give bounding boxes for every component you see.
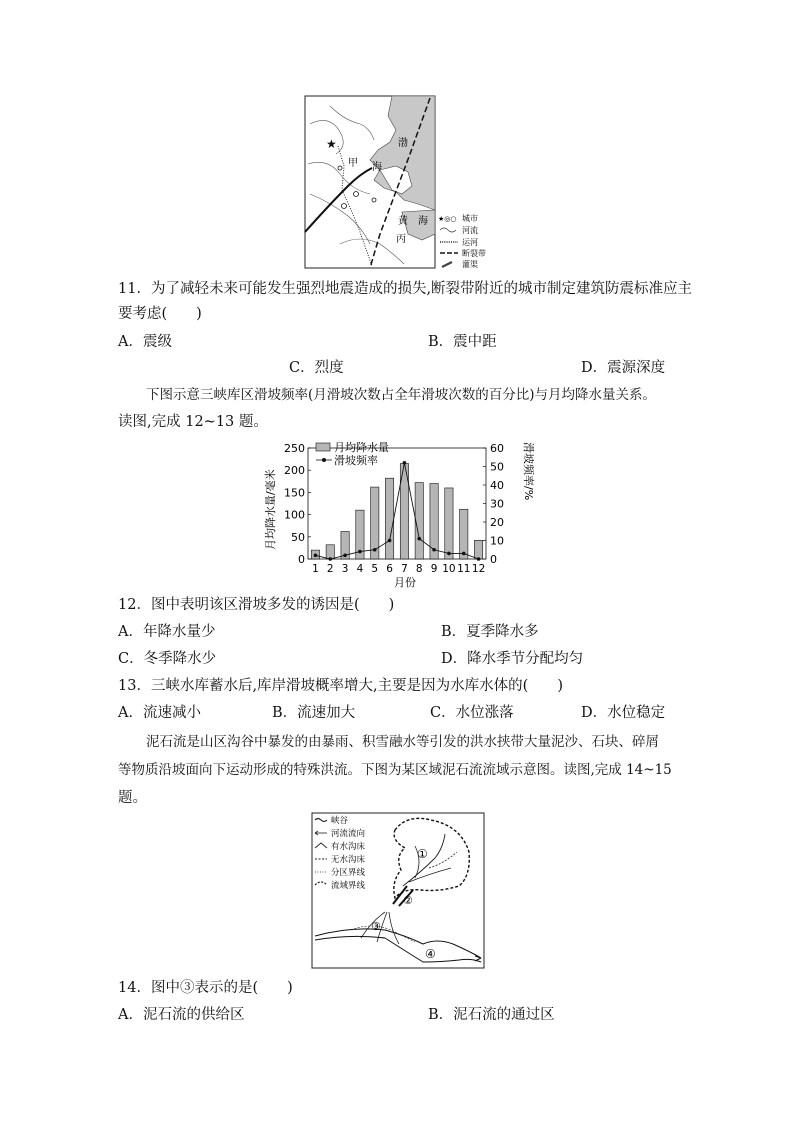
q13-option-c: C．水位涨落 — [430, 705, 514, 721]
q14-stem: 14．图中③表示的是( ) — [118, 980, 293, 996]
bar-month-8 — [415, 483, 423, 559]
svg-text:有水沟床: 有水沟床 — [331, 842, 366, 852]
label-huanghai-2: 海 — [418, 216, 428, 227]
q14-option-b: B．泥石流的通过区 — [428, 1007, 555, 1023]
ytick-right-label: 20 — [490, 516, 504, 529]
ytick-right-label: 60 — [490, 442, 504, 455]
xtick-label: 7 — [401, 563, 408, 575]
xtick-label: 6 — [386, 563, 393, 575]
q13-option-b: B．流速加大 — [272, 705, 356, 721]
landslide-point-9 — [432, 548, 436, 552]
ytick-right-label: 10 — [490, 534, 504, 548]
zone-3-label: ③ — [371, 920, 381, 933]
bar-month-6 — [385, 478, 393, 559]
ytick-left-label: 50 — [291, 530, 305, 544]
xlabel: 月份 — [394, 576, 416, 588]
xtick-label: 2 — [326, 563, 334, 575]
legend-line-marker — [322, 458, 326, 462]
q11-option-c: C．烈度 — [289, 360, 344, 376]
xtick-label: 3 — [341, 563, 349, 575]
intro-14-15-line1: 泥石流是山区沟谷中暴发的由暴雨、积雪融水等引发的洪水挟带大量泥沙、石块、碎屑 — [146, 734, 659, 750]
bar-month-10 — [445, 488, 453, 559]
landslide-point-8 — [417, 537, 421, 541]
q11-option-d: D．震源深度 — [581, 360, 666, 376]
legend-bar-swatch — [316, 443, 330, 451]
ytick-left-label: 100 — [284, 508, 305, 522]
intro-14-15-line3: 题。 — [118, 790, 147, 806]
ytick-left-label: 250 — [284, 442, 305, 455]
landslide-point-12 — [477, 557, 481, 561]
zone-2-label: ② — [403, 894, 413, 907]
landslide-point-2 — [328, 557, 332, 561]
q12-option-c: C．冬季降水少 — [118, 651, 217, 667]
ytick-right-label: 40 — [490, 479, 504, 492]
xtick-label: 1 — [312, 563, 319, 575]
landslide-point-6 — [388, 539, 392, 543]
svg-text:无水沟床: 无水沟床 — [331, 855, 366, 865]
ytick-right-label: 50 — [490, 460, 504, 474]
xtick-label: 9 — [430, 563, 438, 575]
q11-stem-line2: 要考虑( ) — [118, 306, 202, 322]
q13-stem: 13．三峡水库蓄水后,库岸滑坡概率增大,主要是因为水库水体的( ) — [118, 678, 563, 694]
bar-month-2 — [326, 545, 334, 559]
ylabel-right: 滑坡频率/% — [522, 442, 535, 501]
zone-1-label: ① — [417, 847, 428, 861]
xtick-label: 10 — [442, 563, 456, 575]
north-china-fault-map — [300, 94, 500, 272]
svg-text:★◎○: ★◎○ — [438, 215, 457, 223]
svg-text:运河: 运河 — [462, 238, 478, 247]
xtick-label: 4 — [356, 563, 364, 575]
svg-text:城市: 城市 — [462, 214, 478, 223]
q11-option-a: A．震级 — [118, 334, 172, 350]
zone-4-label: ④ — [425, 947, 436, 961]
landslide-point-4 — [358, 550, 362, 554]
landslide-line — [315, 463, 478, 559]
landslide-point-10 — [447, 552, 451, 556]
svg-text:流域界线: 流域界线 — [331, 881, 366, 891]
label-bohai-2: 海 — [372, 162, 382, 173]
svg-text:河流: 河流 — [462, 226, 478, 235]
label-jia: 甲 — [348, 158, 358, 169]
q12-stem: 12．图中表明该区滑坡多发的诱因是( ) — [118, 597, 395, 613]
capital-star-icon: ★ — [326, 137, 337, 151]
landslide-point-5 — [373, 548, 377, 552]
debris-flow-basin-diagram — [311, 812, 486, 970]
svg-text:河流流向: 河流流向 — [331, 829, 366, 839]
ylabel-left: 月均降水量/毫米 — [264, 469, 277, 550]
bar-month-11 — [460, 509, 468, 559]
map1-legend — [438, 213, 486, 269]
intro-14-15-line2: 等物质沿坡面向下运动形成的特殊洪流。下图为某区域泥石流流域示意图。读图,完成 14~15 — [118, 762, 672, 778]
svg-text:灌渠: 灌渠 — [462, 260, 478, 269]
chart-legend — [316, 440, 389, 467]
xtick-label: 11 — [457, 563, 471, 575]
legend-label-landslide: 滑坡频率 — [334, 454, 378, 467]
label-bohai-1: 渤 — [398, 138, 408, 149]
landslide-point-11 — [462, 552, 466, 556]
intro-12-13-line1: 下图示意三峡库区滑坡频率(月滑坡次数占全年滑坡次数的百分比)与月均降水量关系。 — [146, 387, 657, 403]
ytick-right-label: 30 — [490, 497, 504, 511]
landslide-precipitation-chart — [262, 438, 542, 588]
bar-month-12 — [474, 540, 482, 559]
q13-option-d: D．水位稳定 — [581, 705, 666, 721]
svg-text:峡谷: 峡谷 — [331, 816, 349, 826]
svg-text:断裂带: 断裂带 — [462, 249, 486, 258]
landslide-point-7 — [403, 461, 407, 465]
ytick-right-label: 0 — [490, 553, 497, 566]
q13-option-a: A．流速减小 — [118, 705, 201, 721]
q12-option-d: D．降水季节分配均匀 — [441, 651, 584, 667]
landslide-point-1 — [314, 554, 318, 558]
xtick-label: 12 — [471, 563, 486, 575]
label-bing: 丙 — [396, 234, 406, 245]
landslide-point-3 — [343, 554, 347, 558]
svg-text:分区界线: 分区界线 — [331, 868, 366, 878]
ytick-left-label: 150 — [284, 486, 305, 500]
xtick-label: 5 — [371, 563, 379, 575]
legend-label-precip: 月均降水量 — [334, 441, 389, 454]
q12-option-a: A．年降水量少 — [118, 624, 216, 640]
xtick-label: 8 — [415, 563, 423, 575]
label-huanghai-1: 黄 — [398, 216, 408, 227]
q11-stem-line1: 11．为了减轻未来可能发生强烈地震造成的损失,断裂带附近的城市制定建筑防震标准应主 — [118, 281, 693, 297]
intro-12-13-line2: 读图,完成 12~13 题。 — [118, 414, 268, 430]
q12-option-b: B．夏季降水多 — [441, 624, 539, 640]
ytick-left-label: 200 — [284, 464, 305, 478]
q11-option-b: B．震中距 — [428, 334, 497, 350]
q14-option-a: A．泥石流的供给区 — [118, 1007, 245, 1023]
ytick-left-label: 0 — [298, 553, 305, 566]
